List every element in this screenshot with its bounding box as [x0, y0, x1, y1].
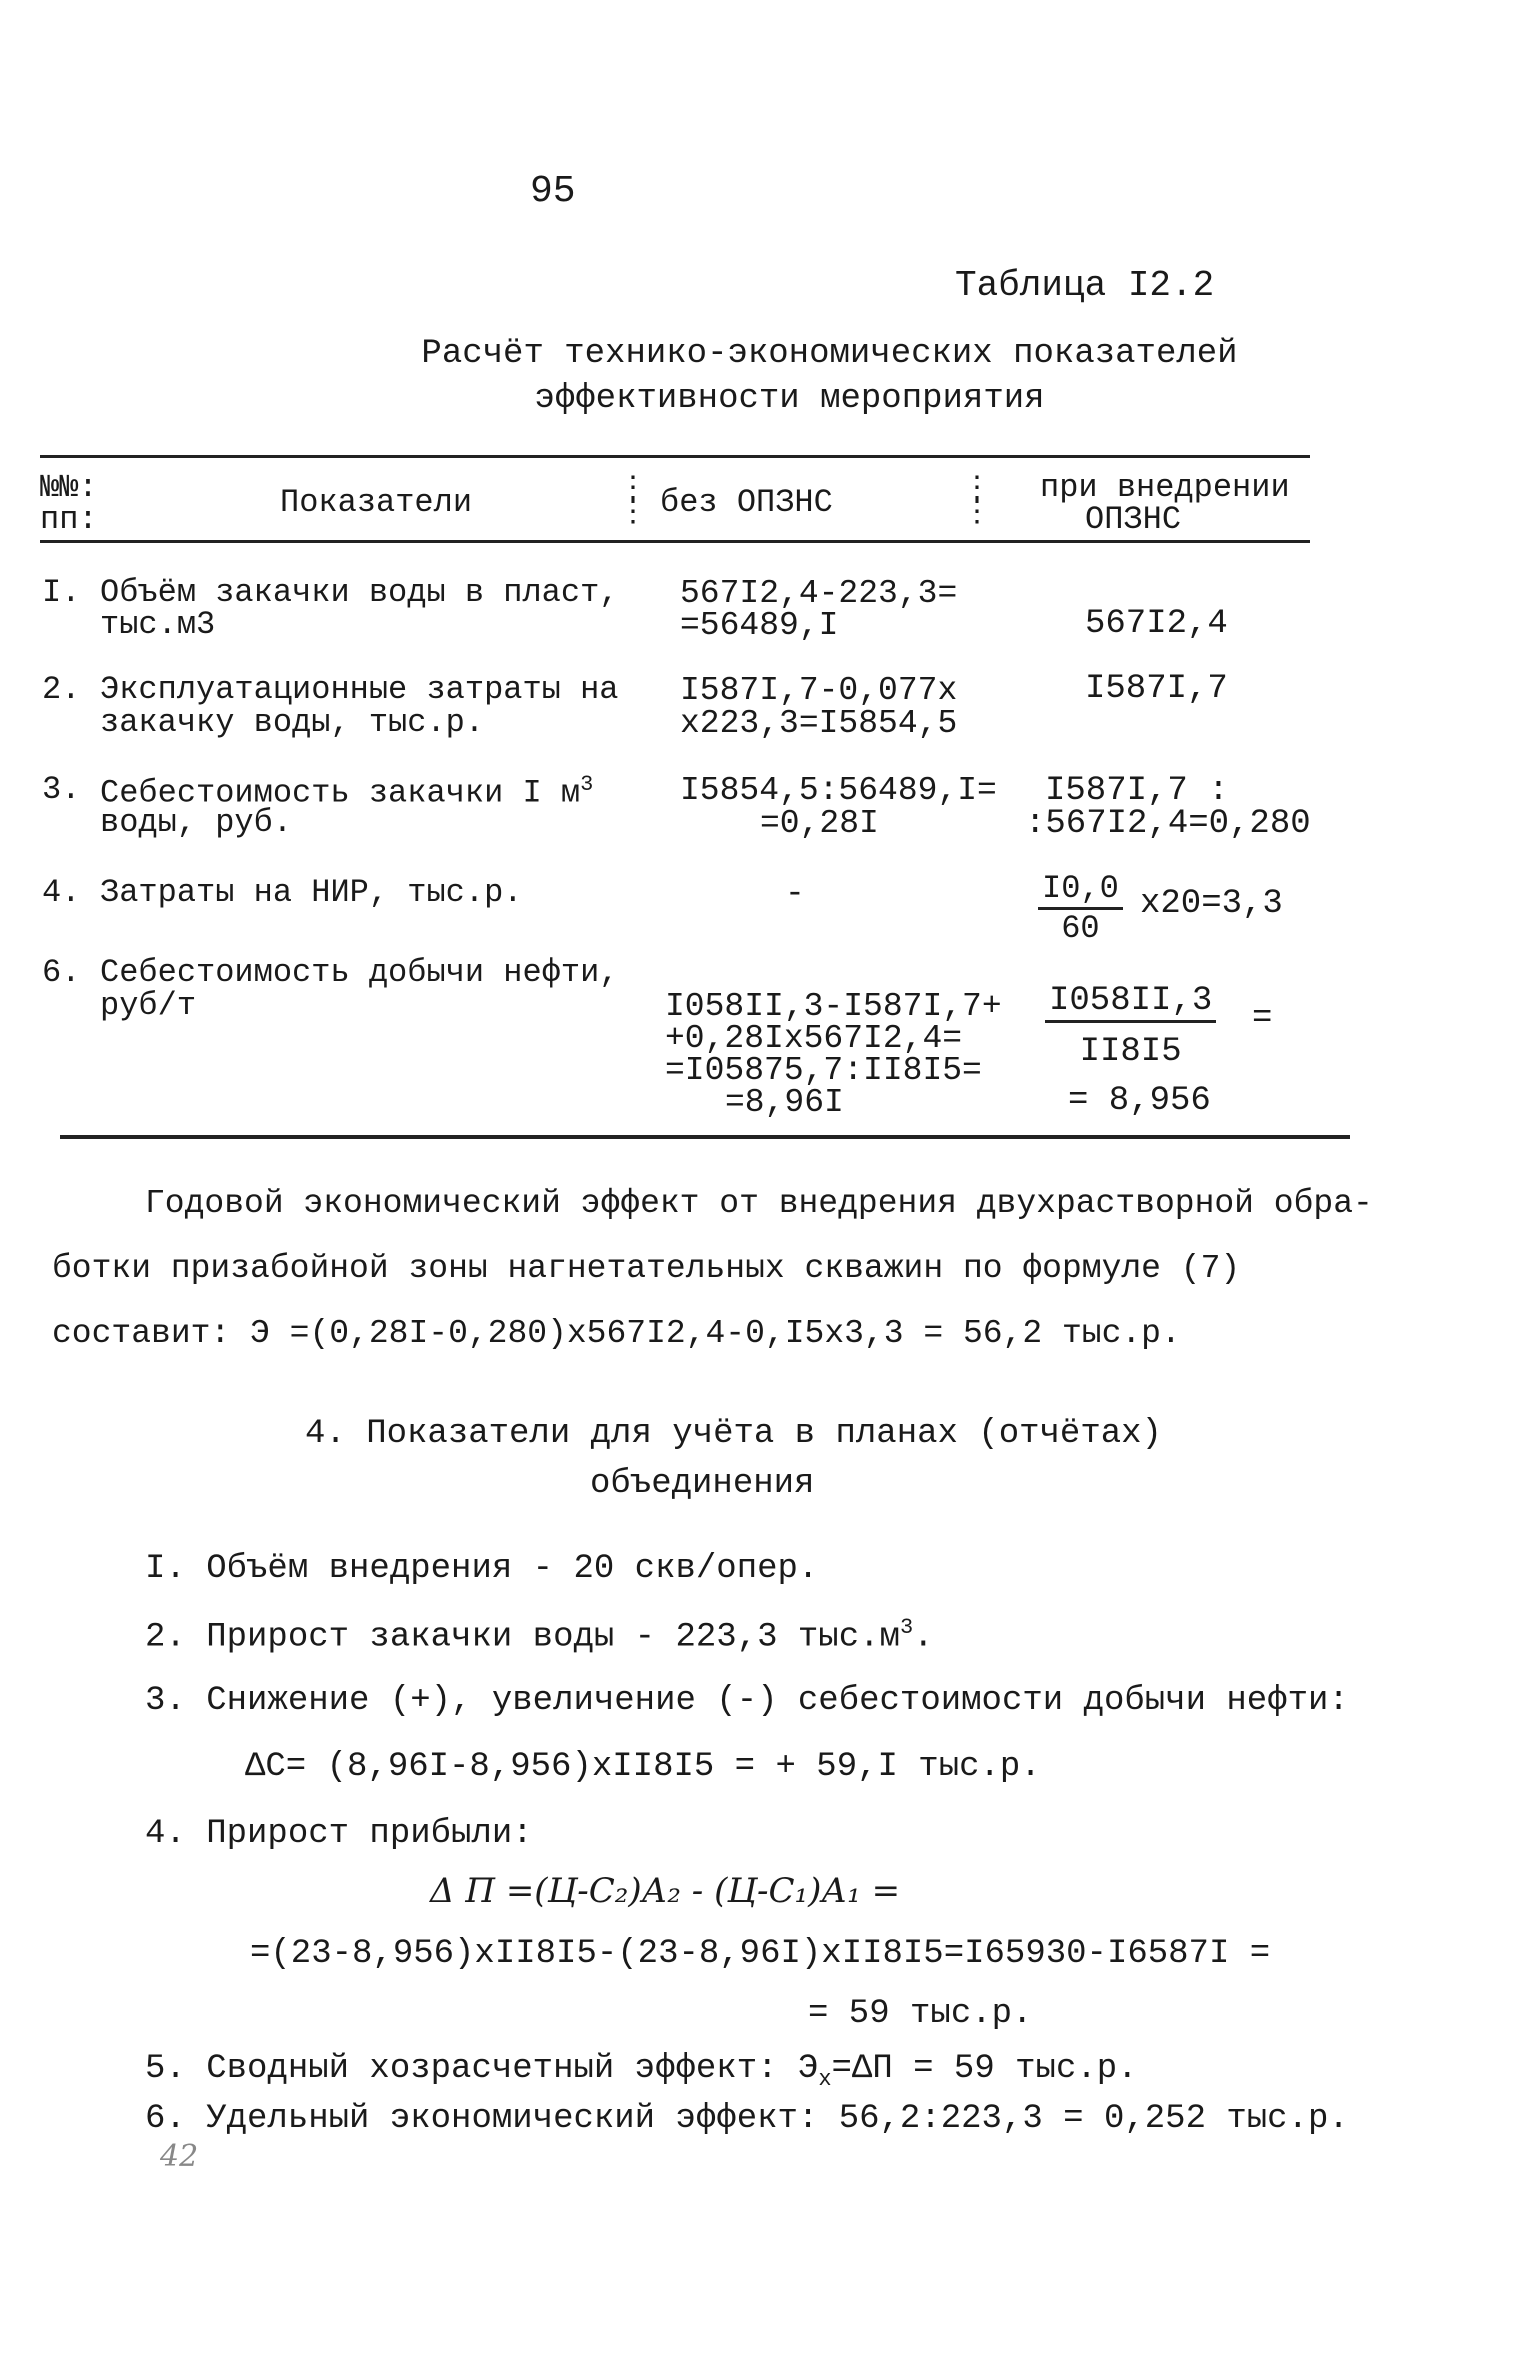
row-with-value: х20=3,3: [1140, 885, 1283, 923]
header-separator-2: ⋮ ⋮: [962, 473, 992, 531]
formula-line: Δ П =(Ц-С₂)А₂ - (Ц-С₁)А₁ =: [430, 1871, 901, 1911]
row-with-value: I587I,7: [1085, 670, 1228, 708]
table-title-line1: Расчёт технико-экономических показателей: [421, 335, 1238, 373]
row-label-line: закачку воды, тыс.р.: [100, 704, 485, 741]
row-label-line: тыс.м3: [100, 606, 216, 643]
row-with-fraction: [1038, 870, 1123, 947]
row-label-line: Затраты на НИР, тыс.р.: [100, 874, 523, 911]
paragraph-line: ботки призабойной зоны нагнетательных скважин по формуле (7): [52, 1250, 1241, 1287]
formula-line: = 59 тыс.р.: [808, 1995, 1033, 2033]
table-header-rule: [40, 540, 1310, 543]
section-heading-line1: 4. Показатели для учёта в планах (отчётах): [305, 1415, 1162, 1453]
row-label-text: Себестоимость закачки I м: [100, 774, 581, 812]
header-indicator: Показатели: [280, 484, 473, 521]
list-item: 3. Снижение (+), увеличение (-) себестоимости добычи нефти:: [145, 1682, 1349, 1720]
list-item-text: 2. Прирост закачки воды - 223,3 тыс.м: [145, 1618, 900, 1657]
row-label-line: воды, руб.: [100, 804, 293, 841]
row-label-line: руб/т: [100, 987, 197, 1024]
row-number: 3.: [42, 771, 81, 808]
row-without-value: I5854,5:56489,I=: [680, 772, 997, 809]
table-bottom-rule: [60, 1135, 1350, 1139]
page-number: 95: [530, 170, 576, 213]
table-title-line2: эффективности мероприятия: [534, 380, 1045, 419]
row-without-value: 567I2,4-223,3=: [680, 575, 958, 612]
list-item-tail: .: [913, 1618, 934, 1657]
list-item-subscript: х: [818, 2066, 832, 2092]
row-label-line: Себестоимость добычи нефти,: [100, 954, 619, 991]
formula-line: ΔС= (8,96I-8,956)хII8I5 = + 59,I тыс.р.: [245, 1748, 1041, 1786]
header-num-line1: №№:: [40, 469, 98, 506]
row-number: 4.: [42, 874, 81, 911]
paragraph-line: Годовой экономический эффект от внедрения двухрастворной обра-: [145, 1185, 1373, 1222]
row-without-value: I058II,3-I587I,7+: [665, 988, 1002, 1025]
row-without-value: =I05875,7:II8I5=: [665, 1052, 982, 1089]
table-label: Таблица I2.2: [955, 265, 1215, 306]
row-with-equals: =: [1252, 1000, 1273, 1038]
fraction-numerator: I0,0: [1038, 870, 1123, 910]
row-label-line: Объём закачки воды в пласт,: [100, 574, 619, 611]
fraction-denominator: 60: [1061, 910, 1100, 947]
row-number: 2.: [42, 671, 81, 708]
list-item: [145, 1615, 934, 1657]
handwritten-mark: 42: [160, 2139, 199, 2174]
list-item: [145, 2050, 1138, 2092]
header-with-line1: при внедрении: [1040, 469, 1290, 506]
header-without: без ОПЗНС: [660, 484, 833, 521]
row-without-value: +0,28Iх567I2,4=: [665, 1020, 963, 1057]
row-with-value: 567I2,4: [1085, 605, 1228, 643]
formula-line: =(23-8,956)хII8I5-(23-8,96I)хII8I5=I65930-I6587I =: [250, 1935, 1271, 1973]
row-number: I.: [42, 574, 81, 611]
row-with-value: = 8,956: [1068, 1082, 1211, 1120]
row-without-value: =56489,I: [680, 607, 839, 644]
row-without-value: х223,3=I5854,5: [680, 705, 958, 742]
table-top-rule: [40, 455, 1310, 458]
row-number: 6.: [42, 954, 81, 991]
row-with-value: I587I,7 :: [1045, 772, 1229, 810]
list-item: I. Объём внедрения - 20 скв/опер.: [145, 1550, 819, 1588]
list-item: 4. Прирост прибыли:: [145, 1815, 533, 1853]
row-label-line: Эксплуатационные затраты на: [100, 671, 619, 708]
list-item-superscript: 3: [899, 1615, 914, 1640]
row-without-value: =0,28I: [760, 805, 879, 842]
list-item: 6. Удельный экономический эффект: 56,2:223,3 = 0,252 тыс.р.: [145, 2100, 1349, 2138]
row-label-superscript: 3: [580, 772, 594, 797]
row-with-fraction: [1045, 982, 1216, 1071]
header-separator-1: ⋮ ⋮: [618, 473, 648, 531]
row-with-value: :567I2,4=0,280: [1025, 805, 1311, 843]
row-without-value: -: [785, 875, 805, 912]
header-num-line2: пп:: [40, 501, 98, 538]
fraction-numerator: I058II,3: [1045, 982, 1216, 1023]
section-heading-line2: объединения: [590, 1465, 815, 1503]
table-title: [0, 335, 1539, 419]
row-without-value: =8,96I: [725, 1084, 844, 1121]
list-item-text: 5. Сводный хозрасчетный эффект: Э: [145, 2050, 819, 2088]
paragraph-line: составит: Э =(0,28I-0,280)х567I2,4-0,I5х3,3 = 56,2 тыс.р.: [52, 1315, 1181, 1352]
list-item-tail: =ΔП = 59 тыс.р.: [831, 2050, 1138, 2088]
header-with-line2: ОПЗНС: [1085, 501, 1182, 538]
row-without-value: I587I,7-0,077х: [680, 672, 958, 709]
fraction-denominator: II8I5: [1079, 1033, 1182, 1071]
